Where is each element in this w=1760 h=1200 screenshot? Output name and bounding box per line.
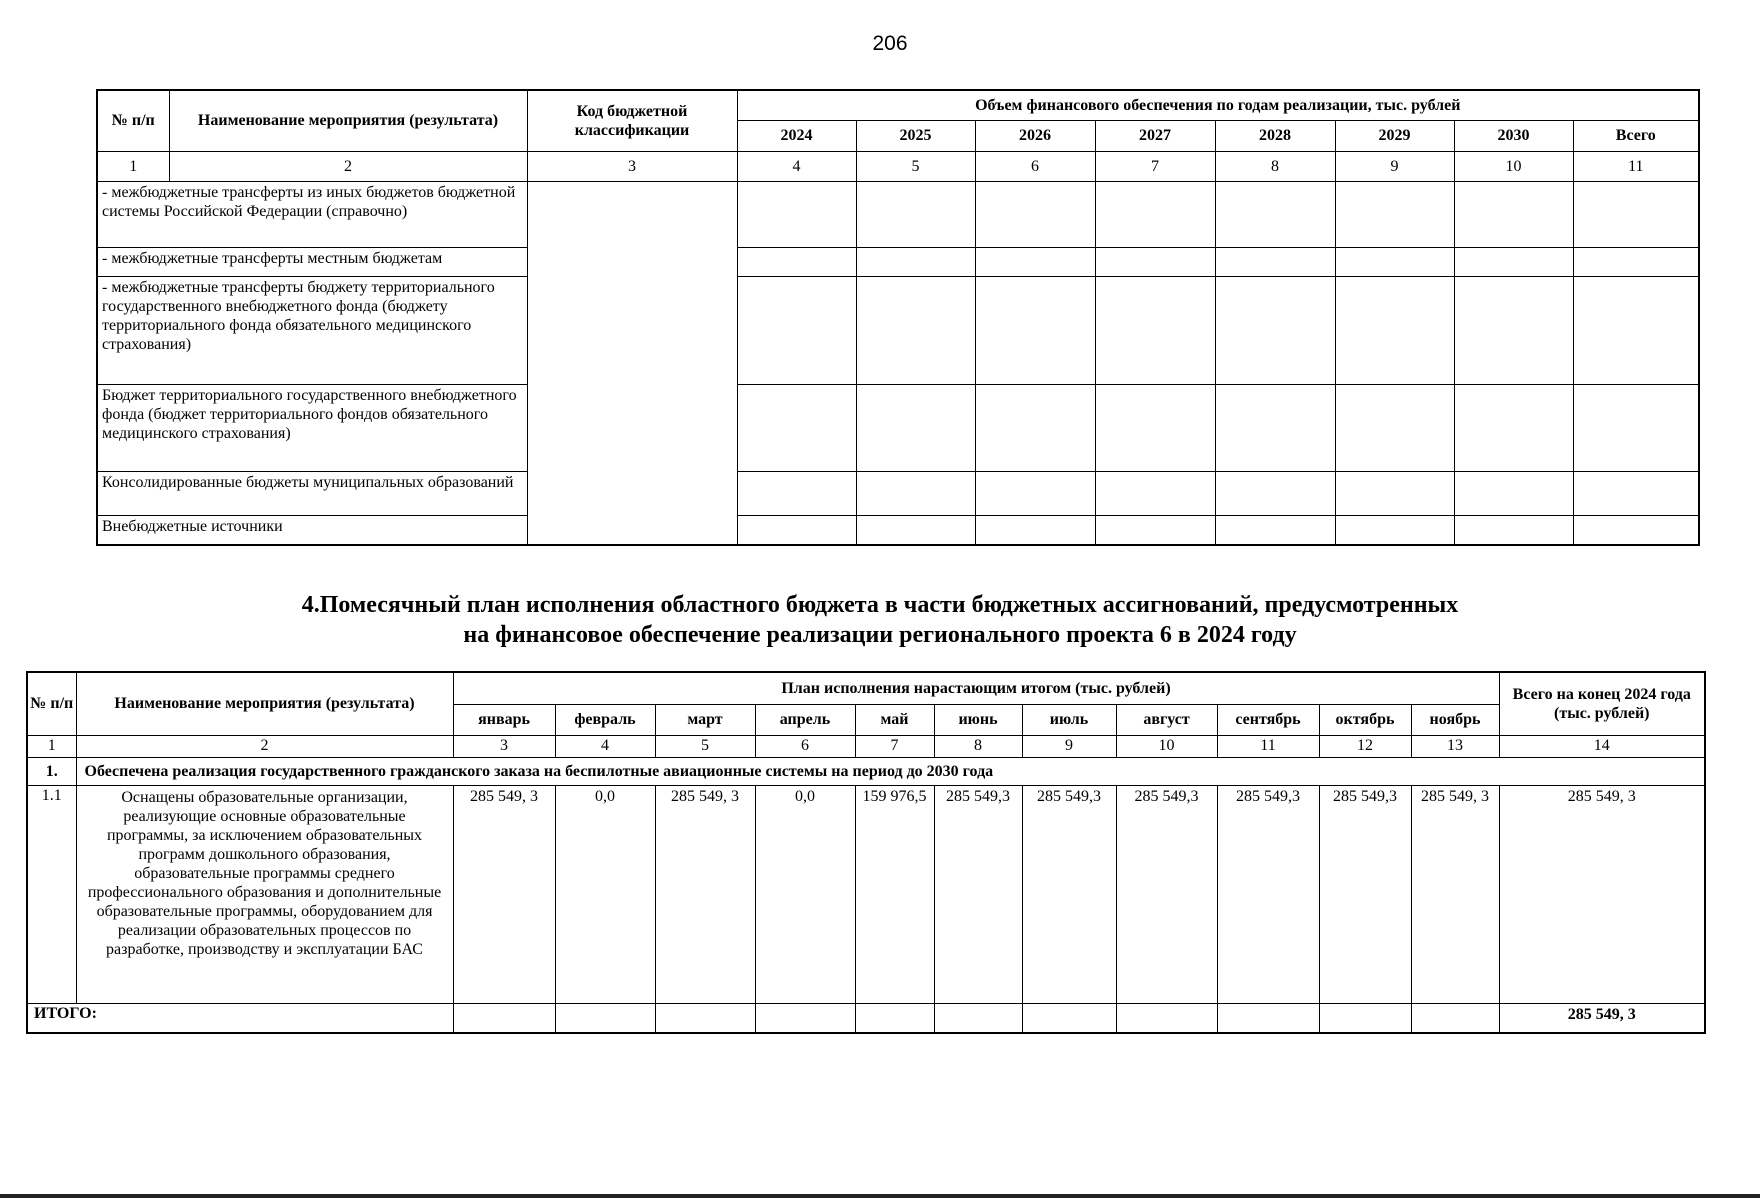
col-number: 3 <box>527 151 737 181</box>
header-month: апрель <box>755 704 855 735</box>
row-name: Бюджет территориального государственного внебюджетного фонда (бюджет территориального фондов обязательного медицинского страхования) <box>97 384 527 471</box>
header-month: октябрь <box>1319 704 1411 735</box>
month-value: 285 549, 3 <box>1411 785 1499 1003</box>
col-number: 10 <box>1116 735 1217 757</box>
table-row <box>97 471 1699 515</box>
header-year-total: Всего на конец 2024 года (тыс. рублей) <box>1499 672 1705 735</box>
header-year: 2028 <box>1215 120 1335 151</box>
month-value: 285 549, 3 <box>453 785 555 1003</box>
month-value: 285 549,3 <box>1116 785 1217 1003</box>
col-number: 9 <box>1022 735 1116 757</box>
month-value: 285 549,3 <box>934 785 1022 1003</box>
month-value: 285 549,3 <box>1217 785 1319 1003</box>
month-value: 159 976,5 <box>855 785 934 1003</box>
col-number: 5 <box>856 151 975 181</box>
header-year: 2026 <box>975 120 1095 151</box>
col-number: 11 <box>1217 735 1319 757</box>
col-number: 10 <box>1454 151 1573 181</box>
monthly-plan-table <box>26 671 1706 1034</box>
header-total: Всего <box>1573 120 1699 151</box>
header-month: май <box>855 704 934 735</box>
table-row <box>27 785 1705 1003</box>
table-row <box>97 181 1699 247</box>
group-title: Обеспечена реализация государственного гражданского заказа на беспилотные авиационные системы на период до 2030 года <box>76 757 1705 785</box>
col-number: 1 <box>97 151 169 181</box>
table-row <box>97 276 1699 384</box>
row-name: Консолидированные бюджеты муниципальных образований <box>97 471 527 515</box>
col-number: 8 <box>1215 151 1335 181</box>
col-number: 13 <box>1411 735 1499 757</box>
row-name: - межбюджетные трансферты местным бюджетам <box>97 247 527 276</box>
item-num: 1.1 <box>27 785 76 1003</box>
itogo-label: ИТОГО: <box>27 1003 453 1033</box>
col-number: 2 <box>169 151 527 181</box>
header-month: август <box>1116 704 1217 735</box>
row-name: - межбюджетные трансферты из иных бюджетов бюджетной системы Российской Федерации (справочно) <box>97 181 527 247</box>
header-month: июнь <box>934 704 1022 735</box>
item-name: Оснащены образовательные организации, реализующие основные образовательные программы, за исключением образовательных программ дошкольного образования, образовательные программы среднего профессионального образования и дополнительные образовательные программы, оборудованием для реализации образовательных процессов по разработке, производству и эксплуатации БАС <box>76 785 453 1003</box>
header-month: июль <box>1022 704 1116 735</box>
header-num: № п/п <box>97 90 169 151</box>
header-year: 2029 <box>1335 120 1454 151</box>
month-value: 0,0 <box>555 785 655 1003</box>
table-row <box>27 757 1705 785</box>
month-value: 285 549,3 <box>1319 785 1411 1003</box>
header-year: 2027 <box>1095 120 1215 151</box>
col-number: 5 <box>655 735 755 757</box>
col-number: 6 <box>755 735 855 757</box>
header-month: январь <box>453 704 555 735</box>
itogo-total: 285 549, 3 <box>1499 1003 1705 1033</box>
col-number: 12 <box>1319 735 1411 757</box>
header-code: Код бюджетной классификации <box>527 90 737 151</box>
header-month: март <box>655 704 755 735</box>
col-number: 1 <box>27 735 76 757</box>
table-row <box>97 247 1699 276</box>
col-number: 2 <box>76 735 453 757</box>
row-name: Внебюджетные источники <box>97 515 527 545</box>
bottom-rule <box>0 1194 1760 1198</box>
header-plan: План исполнения нарастающим итогом (тыс. рублей) <box>453 672 1499 704</box>
item-total: 285 549, 3 <box>1499 785 1705 1003</box>
col-number: 11 <box>1573 151 1699 181</box>
col-number: 6 <box>975 151 1095 181</box>
header-month: февраль <box>555 704 655 735</box>
budget-code-cell <box>527 181 737 545</box>
header-num: № п/п <box>27 672 76 735</box>
month-value: 285 549, 3 <box>655 785 755 1003</box>
funding-by-year-table <box>96 89 1700 546</box>
header-month: ноябрь <box>1411 704 1499 735</box>
header-volume: Объем финансового обеспечения по годам реализации, тыс. рублей <box>737 90 1699 120</box>
header-name: Наименование мероприятия (результата) <box>169 90 527 151</box>
table-row <box>97 384 1699 471</box>
header-year: 2024 <box>737 120 856 151</box>
col-number: 7 <box>855 735 934 757</box>
header-month: сентябрь <box>1217 704 1319 735</box>
col-number: 4 <box>555 735 655 757</box>
group-num: 1. <box>27 757 76 785</box>
section-title-line: на финансовое обеспечение реализации регионального проекта 6 в 2024 году <box>463 622 1297 648</box>
header-year: 2025 <box>856 120 975 151</box>
header-year: 2030 <box>1454 120 1573 151</box>
month-value: 285 549,3 <box>1022 785 1116 1003</box>
col-number: 3 <box>453 735 555 757</box>
section-title-line: 4.Помесячный план исполнения областного бюджета в части бюджетных ассигнований, предусмотренных <box>301 592 1459 618</box>
header-name: Наименование мероприятия (результата) <box>76 672 453 735</box>
col-number: 14 <box>1499 735 1705 757</box>
col-number: 4 <box>737 151 856 181</box>
table-row-total <box>27 1003 1705 1033</box>
section-title <box>0 590 1760 650</box>
month-value: 0,0 <box>755 785 855 1003</box>
col-number: 8 <box>934 735 1022 757</box>
col-number: 9 <box>1335 151 1454 181</box>
row-name: - межбюджетные трансферты бюджету территориального государственного внебюджетного фонда (бюджету территориального фонда обязательного медицинского страхования) <box>97 276 527 384</box>
table-row <box>97 515 1699 545</box>
col-number: 7 <box>1095 151 1215 181</box>
page-number: 206 <box>872 32 908 55</box>
